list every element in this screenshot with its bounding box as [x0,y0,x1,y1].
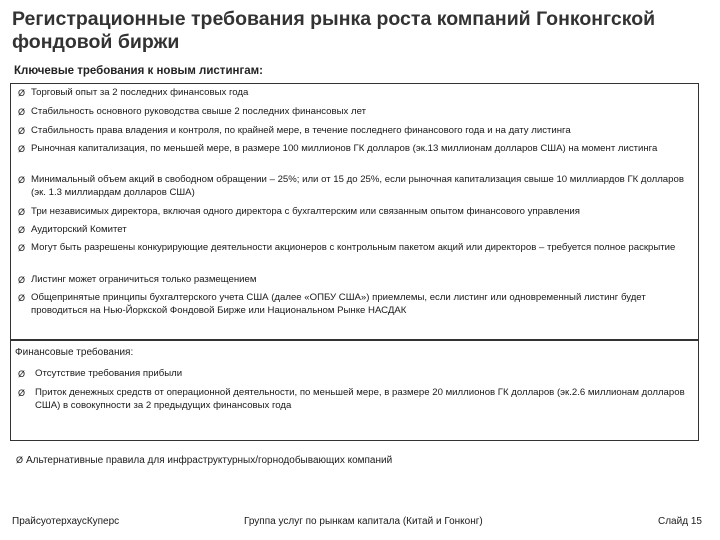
footer-company: ПрайсуотерхаусКуперс [12,516,120,527]
list-item: Ø Общепринятые принципы бухгалтерского учета США (далее «ОПБУ США») приемлемы, если листинг или одновременный листинг будет проводиться на Нью-Йоркской Фондовой Бирже или Национальном Рынке НАСДАК [18,292,646,316]
slide-title: Регистрационные требования рынка роста компаний Гонконгской фондовой биржи [12,8,656,53]
list-item: Ø Стабильность права владения и контроля, по крайней мере, в течение последнего финансового года и на дату листинга [18,125,571,136]
list-item: Ø Листинг может ограничиться только размещением [18,274,257,285]
footer-group: Группа услуг по рынкам капитала (Китай и Гонконг) [244,516,483,527]
arrow-bullet-icon: Ø [18,175,26,185]
list-item: Ø Три независимых директора, включая одного директора с бухгалтерским или связанным опытом финансового управления [18,206,580,217]
arrow-bullet-icon: Ø [18,107,26,117]
list-item: Ø Отсутствие требования прибыли [18,368,183,379]
arrow-bullet-icon: Ø [18,275,26,285]
arrow-bullet-icon: Ø [18,88,26,98]
financial-requirements-title: Финансовые требования: [15,347,134,358]
arrow-bullet-icon: Ø [18,207,26,217]
list-item: Ø Приток денежных средств от операционной деятельности, по меньшей мере, в размере 20 миллионов ГК долларов (эк.2.6 миллионам долларов США) в совокупности за 2 предыдущих финансовых года [18,387,685,411]
list-item: Ø Торговый опыт за 2 последних финансовых года [18,87,249,98]
arrow-bullet-icon: Ø [16,455,24,465]
arrow-bullet-icon: Ø [18,225,26,235]
arrow-bullet-icon: Ø [18,369,26,379]
alternative-rules [16,455,392,466]
arrow-bullet-icon: Ø [18,144,26,154]
section-subtitle: Ключевые требования к новым листингам: [14,65,263,77]
list-item: Ø Аудиторский Комитет [18,224,127,235]
list-item: Ø Минимальный объем акций в свободном обращении – 25%; или от 15 до 25%, если рыночная капитализация свыше 10 миллиардов ГК долларов (эк. 1.3 миллиардам долларов США) [18,174,684,198]
arrow-bullet-icon: Ø [18,126,26,136]
arrow-bullet-icon: Ø [18,243,26,253]
slide-number: Слайд 15 [658,516,702,527]
list-item: Ø Стабильность основного руководства свыше 2 последних финансовых лет [18,106,366,117]
arrow-bullet-icon: Ø [18,293,26,303]
alternative-rules-text: Альтернативные правила для инфраструктурных/горнодобывающих компаний [26,455,393,466]
list-item: Ø Рыночная капитализация, по меньшей мере, в размере 100 миллионов ГК долларов (эк.13 миллионам долларов США) на момент листинга [18,143,658,154]
arrow-bullet-icon: Ø [18,388,26,398]
list-item: Ø Могут быть разрешены конкурирующие деятельности акционеров с контрольным пакетом акций или директоров – требуется полное раскрытие [18,242,676,253]
